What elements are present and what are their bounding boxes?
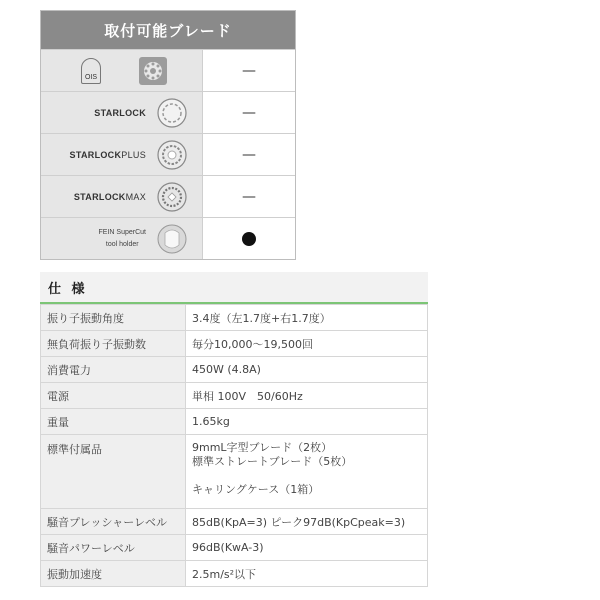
- starlock-max-logo: STARLOCKMAX: [73, 191, 146, 202]
- starlock-mount-icon: [156, 97, 188, 129]
- starlock-max-mount-icon: [156, 181, 188, 213]
- compat-dot-icon: [242, 232, 256, 246]
- supercut-logo: FEIN SuperCut tool holder: [98, 228, 146, 248]
- starlock-plus-mount-icon: [156, 139, 188, 171]
- spec-value: 1.65kg: [186, 409, 428, 435]
- table-row: [41, 435, 428, 509]
- compatible-blade-table: [40, 10, 296, 260]
- spec-label: 消費電力: [41, 357, 186, 383]
- spec-table: [40, 304, 428, 587]
- blade-row-supercut: [41, 217, 295, 259]
- spec-title: 仕 様: [40, 272, 428, 304]
- spec-label: 振り子振動角度: [41, 305, 186, 331]
- ois-mount-icon: [137, 55, 169, 87]
- ois-logo-icon: OIS: [81, 58, 101, 84]
- blade-row-starlock-max: [41, 175, 295, 217]
- blade-row-starlock: [41, 91, 295, 133]
- table-row: [41, 535, 428, 561]
- blade-compat-mark: —: [242, 188, 256, 205]
- blade-compat-mark: —: [242, 104, 256, 121]
- spec-label: 無負荷振り子振動数: [41, 331, 186, 357]
- spec-label: 電源: [41, 383, 186, 409]
- blade-row-ois: [41, 49, 295, 91]
- blade-compat-mark: —: [242, 62, 256, 79]
- spec-value: 単相 100V 50/60Hz: [186, 383, 428, 409]
- spec-label: 標準付属品: [41, 435, 186, 509]
- supercut-mount-icon: [156, 223, 188, 255]
- spec-section: [40, 272, 428, 587]
- spec-label: 重量: [41, 409, 186, 435]
- table-row: [41, 409, 428, 435]
- starlock-logo: STARLOCK: [94, 107, 146, 118]
- spec-label: 騒音プレッシャーレベル: [41, 509, 186, 535]
- spec-label: 振動加速度: [41, 561, 186, 587]
- spec-value: 3.4度（左1.7度+右1.7度）: [186, 305, 428, 331]
- starlock-plus-logo: STARLOCKPLUS: [69, 149, 146, 160]
- spec-value: 450W (4.8A): [186, 357, 428, 383]
- table-row: [41, 331, 428, 357]
- spec-value: 96dB(KwA-3): [186, 535, 428, 561]
- blade-compat-mark: —: [242, 146, 256, 163]
- spec-value: 9mmL字型ブレード（2枚） 標準ストレートブレード（5枚） キャリングケース（1箱）: [186, 435, 428, 509]
- spec-value: 85dB(KpA=3) ピーク97dB(KpCpeak=3): [186, 509, 428, 535]
- table-row: [41, 383, 428, 409]
- table-row: [41, 305, 428, 331]
- compatible-blade-title: 取付可能ブレード: [41, 11, 295, 49]
- table-row: [41, 561, 428, 587]
- table-row: [41, 509, 428, 535]
- spec-label: 騒音パワーレベル: [41, 535, 186, 561]
- table-row: [41, 357, 428, 383]
- blade-row-starlock-plus: [41, 133, 295, 175]
- spec-value: 毎分10,000〜19,500回: [186, 331, 428, 357]
- spec-value: 2.5m/s²以下: [186, 561, 428, 587]
